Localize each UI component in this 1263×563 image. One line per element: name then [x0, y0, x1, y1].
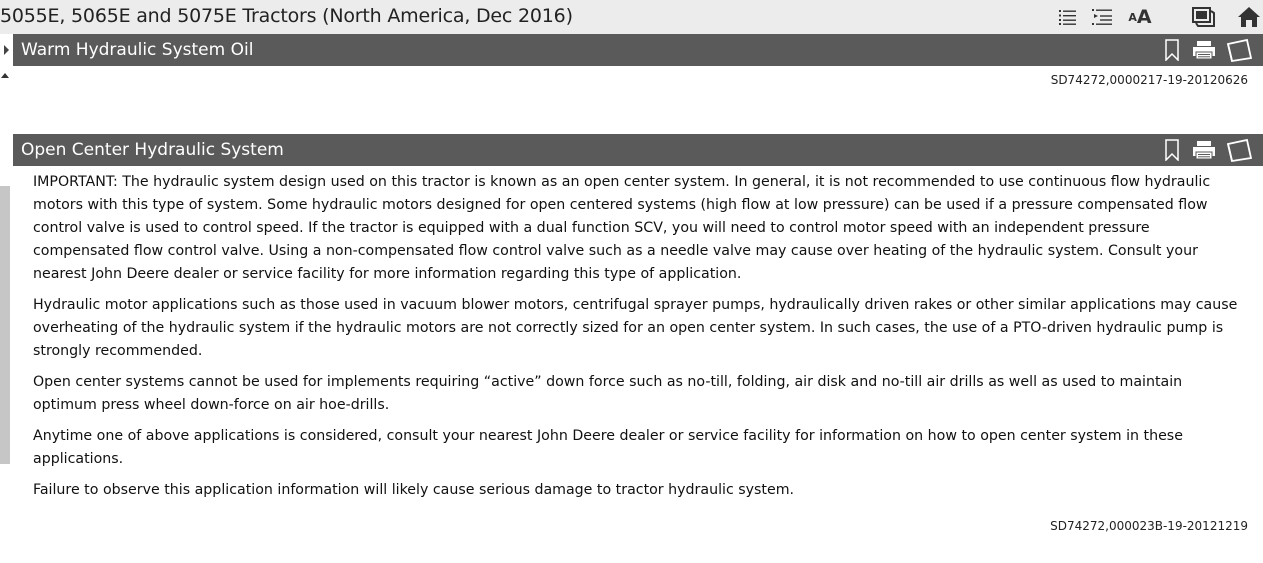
expand-toc-toggle[interactable]: [0, 34, 12, 66]
bookmark-icon[interactable]: [1163, 138, 1181, 162]
chevron-up-icon: [1, 73, 9, 78]
scroll-up-button[interactable]: [0, 70, 10, 80]
section-header-open-center: [13, 134, 1263, 166]
document-id: SD74272,000023B-19-20121219: [1050, 519, 1248, 533]
print-icon[interactable]: [1191, 138, 1217, 162]
section-title: Open Center Hydraulic System: [21, 140, 284, 160]
font-size-small-label: A: [1128, 10, 1137, 24]
chevron-right-icon: [4, 45, 9, 55]
print-icon[interactable]: [1191, 38, 1217, 62]
list-icon[interactable]: [1057, 4, 1079, 30]
outline-list-icon[interactable]: [1091, 4, 1115, 30]
bookmark-icon[interactable]: [1163, 38, 1181, 62]
paragraph-consult-dealer: Anytime one of above applications is considered, consult your nearest John Deere dealer or service facility for information on how to open center system in these applications.: [33, 428, 1183, 467]
paragraph-motor-applications: Hydraulic motor applications such as those used in vacuum blower motors, centrifugal sprayer pumps, hydraulically driven rakes or other similar applications may cause overheating of the hydraulic system if the hydraulic motors are not correctly sized for an open center system. In such cases, the use of a PTO-driven hydraulic pump is strongly recommended.: [33, 297, 1238, 359]
tablet-icon[interactable]: [1191, 4, 1217, 30]
document-title: 5055E, 5065E and 5075E Tractors (North America, Dec 2016): [0, 5, 573, 27]
open-book-icon[interactable]: [1225, 38, 1253, 62]
home-icon[interactable]: [1237, 4, 1261, 30]
document-id: SD74272,0000217-19-20120626: [1050, 73, 1248, 87]
paragraph-failure-warning: Failure to observe this application information will likely cause serious damage to tractor hydraulic system.: [33, 482, 795, 498]
section-actions: [1163, 138, 1255, 162]
section-header-warm-hydraulic: [13, 34, 1263, 66]
font-size-large-label: A: [1136, 6, 1152, 28]
top-bar: [0, 0, 1263, 34]
scrollbar-thumb[interactable]: [0, 186, 10, 464]
section-content: [33, 171, 1248, 510]
font-size-icon[interactable]: [1127, 4, 1153, 30]
paragraph-important: IMPORTANT: The hydraulic system design used on this tractor is known as an open center system. In general, it is not recommended to use continuous flow hydraulic motors with this type of system. Some hydraulic motors designed for open centered systems (high flow at low pressure) can be used if a pressure compensated flow control valve is used to control speed. If the tractor is equipped with a dual function SCV, you will need to control motor speed with an independent pressure compensated flow control valve. Using a non-compensated flow control valve such as a needle valve may cause over heating of the hydraulic system. Consult your nearest John Deere dealer or service facility for more information regarding this type of application.: [33, 174, 1211, 282]
section-actions: [1163, 38, 1255, 62]
section-title: Warm Hydraulic System Oil: [21, 40, 254, 60]
open-book-icon[interactable]: [1225, 138, 1253, 162]
paragraph-down-force: Open center systems cannot be used for implements requiring “active” down force such as no-till, folding, air disk and no-till air drills as well as used to maintain optimum press wheel down-force on air hoe-drills.: [33, 374, 1183, 413]
